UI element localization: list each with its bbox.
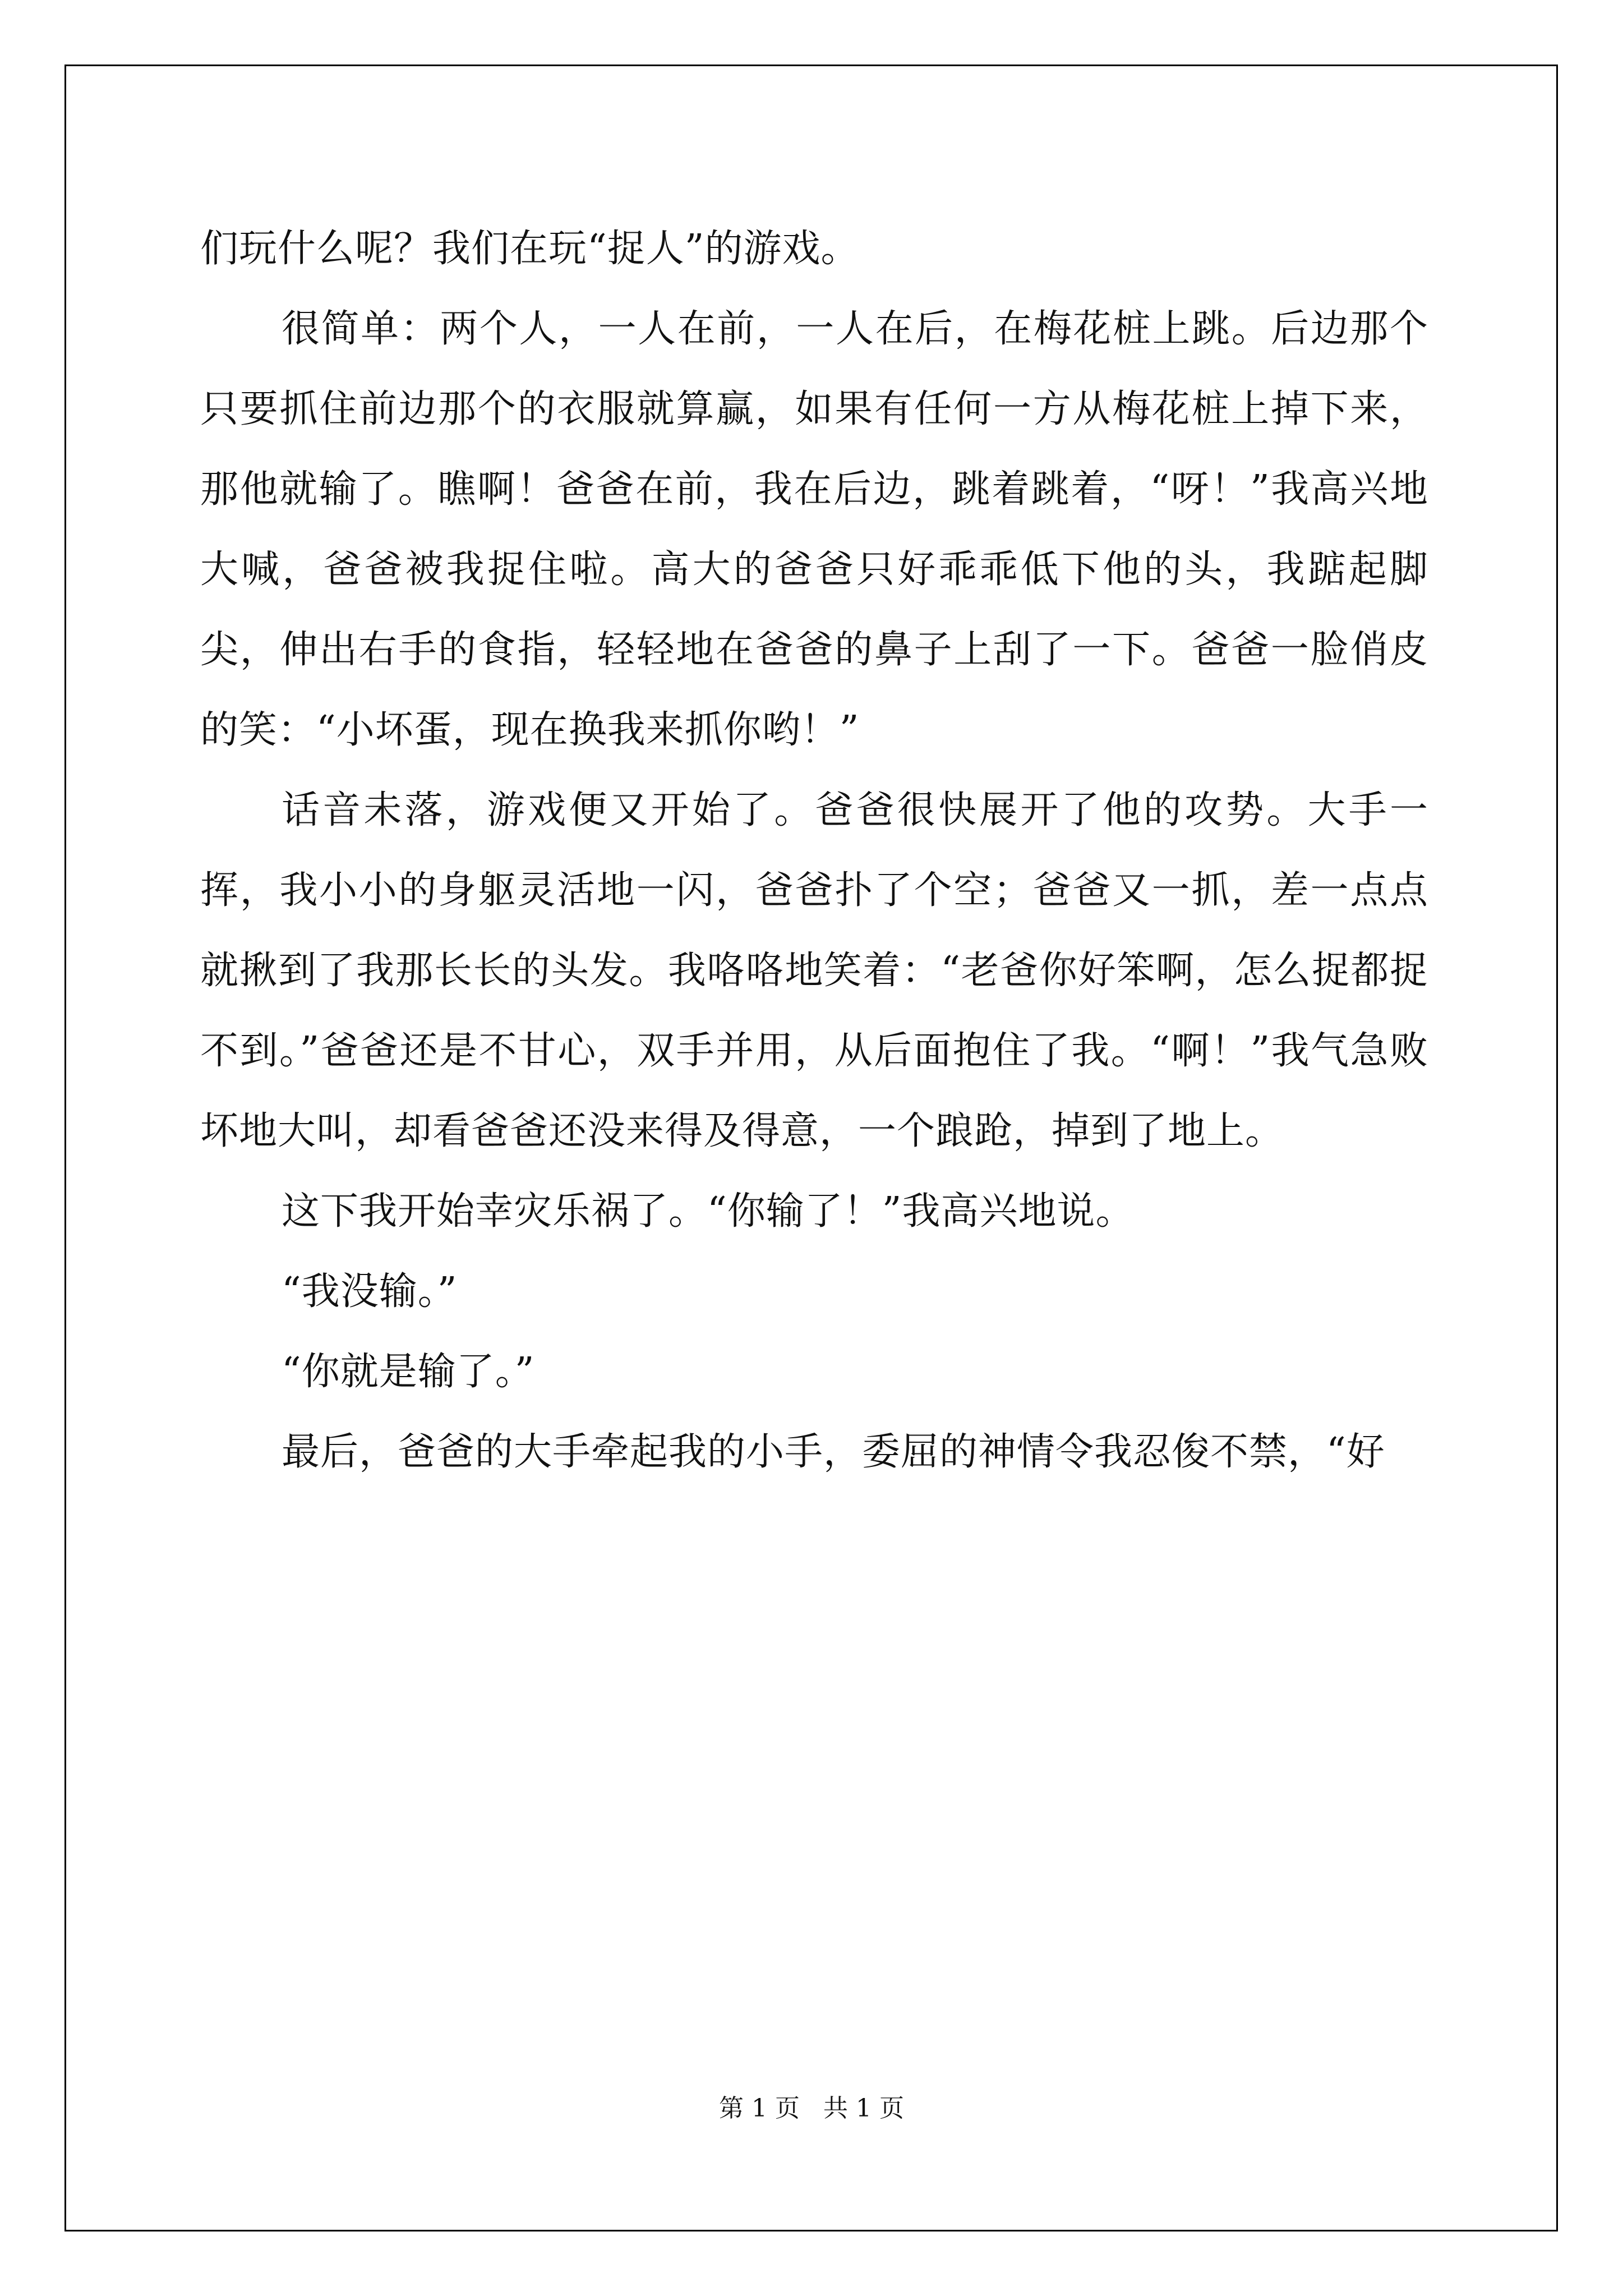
page-total: 共 1 页	[823, 2094, 904, 2123]
paragraph-3: 话音未落，游戏便又开始了。爸爸很快展开了他的攻势。大手一挥，我小小的身躯灵活地一闪，爸爸扑了个空；爸爸又一抓，差一点点就揪到了我那长长的头发。我咯咯地笑着：“老爸你好笨啊，怎么捉都捉不到。”爸爸还是不甘心，双手并用，从后面抱住了我。“啊！”我气急败坏地大叫，却看爸爸还没来得及得意，一个踉跄，掉到了地上。	[200, 788, 1428, 1153]
paragraph-6: “你就是输了。”	[282, 1350, 535, 1394]
page-footer	[0, 2088, 1623, 2124]
body-text	[200, 209, 1428, 1492]
paragraph-2: 很简单：两个人，一人在前，一人在后，在梅花桩上跳。后边那个只要抓住前边那个的衣服就算赢，如果有任何一方从梅花桩上掉下来，那他就输了。瞧啊！爸爸在前，我在后边，跳着跳着，“呀！”我高兴地大喊，爸爸被我捉住啦。高大的爸爸只好乖乖低下他的头，我踮起脚尖，伸出右手的食指，轻轻地在爸爸的鼻子上刮了一下。爸爸一脸俏皮的笑：“小坏蛋，现在换我来抓你哟！”	[200, 307, 1428, 752]
page-number: 第 1 页	[719, 2094, 800, 2123]
paragraph-1: 们玩什么呢？我们在玩“捉人”的游戏。	[200, 227, 860, 271]
paragraph-4: 这下我开始幸灾乐祸了。“你输了！”我高兴地说。	[282, 1189, 1135, 1234]
paragraph-5: “我没输。”	[282, 1269, 458, 1314]
paragraph-7: 最后，爸爸的大手牵起我的小手，委屈的神情令我忍俊不禁，“好	[282, 1430, 1385, 1474]
